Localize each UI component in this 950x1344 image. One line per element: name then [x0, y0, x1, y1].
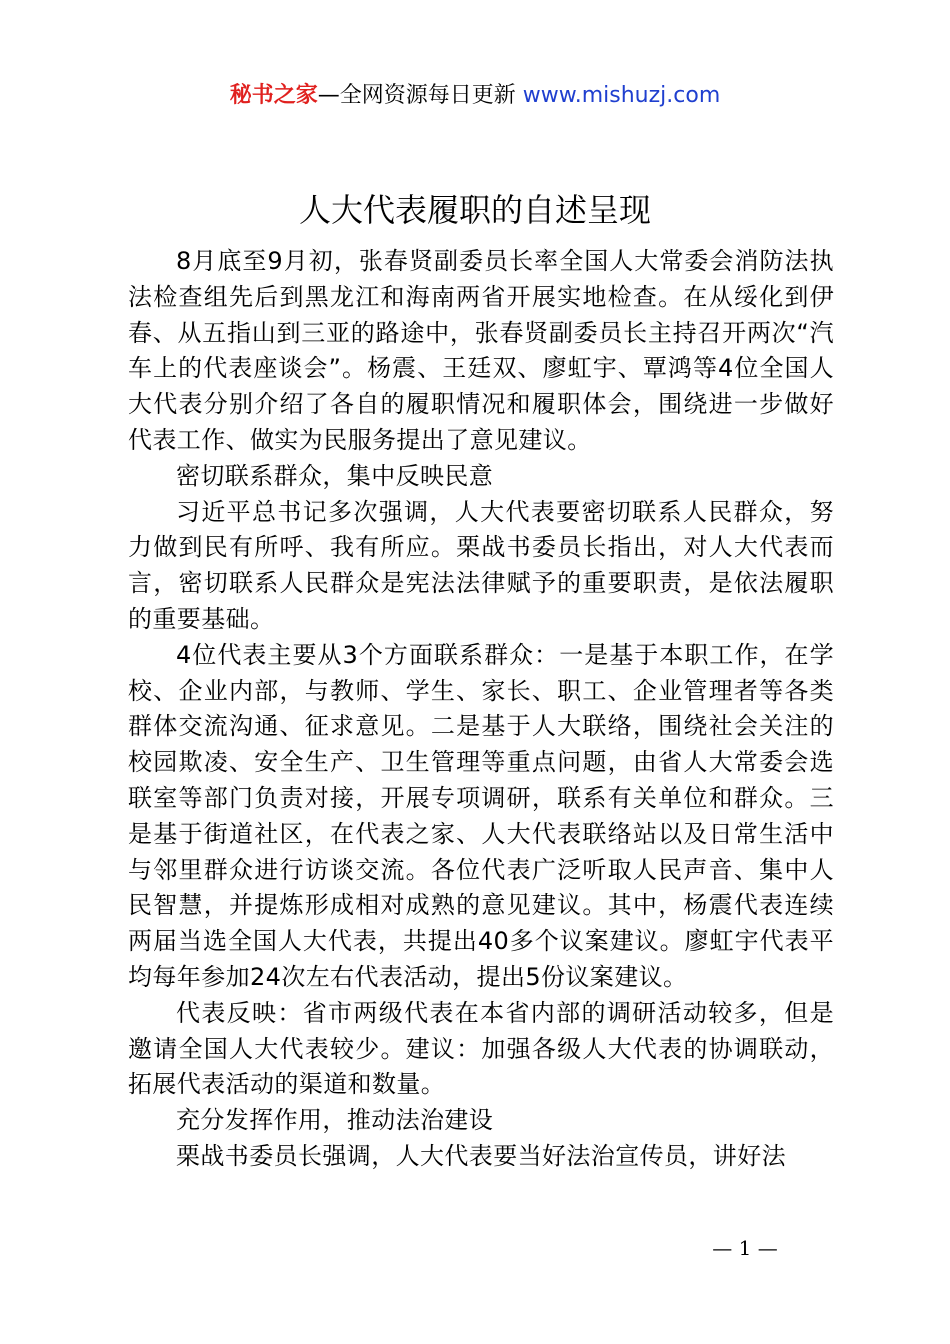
paragraph: 代表反映：省市两级代表在本省内部的调研活动较多，但是邀请全国人大代表较少。建议：加强各级人大代表的协调联动，拓展代表活动的渠道和数量。 — [128, 998, 834, 1099]
site-brand: 秘书之家 — [229, 83, 318, 108]
paragraph: 习近平总书记多次强调，人大代表要密切联系人民群众，努力做到民有所呼、我有所应。栗战书委员长指出，对人大代表而言，密切联系人民群众是宪法法律赋予的重要职责，是依法履职的重要基础。 — [128, 497, 834, 633]
paragraph: 4位代表主要从3个方面联系群众：一是基于本职工作，在学校、企业内部，与教师、学生、家长、职工、企业管理者等各类群体交流沟通、征求意见。二是基于人大联络，围绕社会关注的校园欺凌、安全生产、卫生管理等重点问题，由省人大常委会选联室等部门负责对接，开展专项调研，联系有关单位和群众。三是基于街道社区，在代表之家、人大代表联络站以及日常生活中与邻里群众进行访谈交流。各位代表广泛听取人民声音、集中人民智慧，并提炼形成相对成熟的意见建议。其中，杨震代表连续两届当选全国人大代表，共提出40多个议案建议。廖虹宇代表平均每年参加24次左右代表活动，提出5份议案建议。 — [128, 640, 834, 991]
section-heading-contact-masses: 密切联系群众，集中反映民意 — [176, 461, 494, 490]
site-header — [0, 80, 950, 112]
site-tagline: —全网资源每日更新 — [317, 83, 523, 108]
document-title: 人大代表履职的自述呈现 — [298, 191, 651, 229]
paragraph: 栗战书委员长强调，人大代表要当好法治宣传员，讲好法 — [176, 1141, 786, 1170]
section-heading-rule-of-law: 充分发挥作用，推动法治建设 — [176, 1106, 494, 1135]
site-url-link[interactable]: www.mishuzj.com — [522, 83, 721, 108]
page-number: — 1 — — [712, 1236, 778, 1260]
document-body — [128, 244, 834, 1175]
paragraph-intro: 8月底至9月初，张春贤副委员长率全国人大常委会消防法执法检查组先后到黑龙江和海南两省开展实地检查。在从绥化到伊春、从五指山到三亚的路途中，张春贤副委员长主持召开两次“汽车上的代表座谈会”。杨震、王廷双、廖虹宇、覃鸿等4位全国人大代表分别介绍了各自的履职情况和履职体会，围绕进一步做好代表工作、做实为民服务提出了意见建议。 — [128, 247, 835, 454]
